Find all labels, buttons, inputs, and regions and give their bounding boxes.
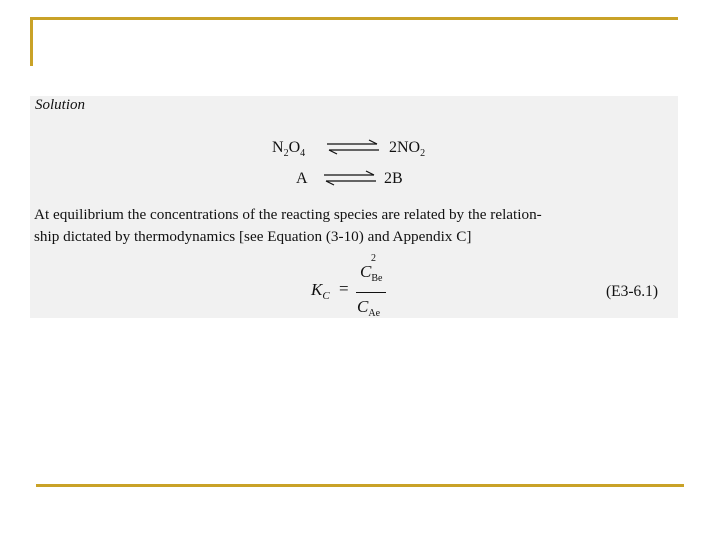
slide-frame-bottom-line xyxy=(36,484,684,487)
reaction-1-product: $2NO_2$ xyxy=(389,139,426,159)
reaction-1-reactant: $N_2O_4$ xyxy=(272,139,306,159)
equation-lhs: $K_C$ xyxy=(311,280,330,302)
explanation-paragraph xyxy=(34,204,676,248)
equation-numerator: C 2 $_{Be}$ xyxy=(360,253,383,284)
reaction-2-product: 2B xyxy=(384,170,403,187)
solution-heading: Solution xyxy=(35,97,86,113)
reaction-2-reactant: A xyxy=(296,170,308,187)
equilibrium-arrows-icon xyxy=(325,138,381,156)
equation-number: (E3-6.1) xyxy=(606,283,659,300)
slide-frame-top-line xyxy=(30,17,678,20)
equation-denominator: $C_{Ae}$ xyxy=(357,297,381,319)
slide-frame-left-line xyxy=(30,17,33,66)
equilibrium-arrows-icon xyxy=(322,169,378,187)
paragraph-line: ship dictated by thermodynamics [see Equation (3-10) and Appendix C] xyxy=(34,228,472,245)
equation-equals-sign: = xyxy=(339,279,349,298)
paragraph-line: At equilibrium the concentrations of the reacting species are related by the relation- xyxy=(34,206,542,223)
fraction-bar xyxy=(356,292,386,293)
